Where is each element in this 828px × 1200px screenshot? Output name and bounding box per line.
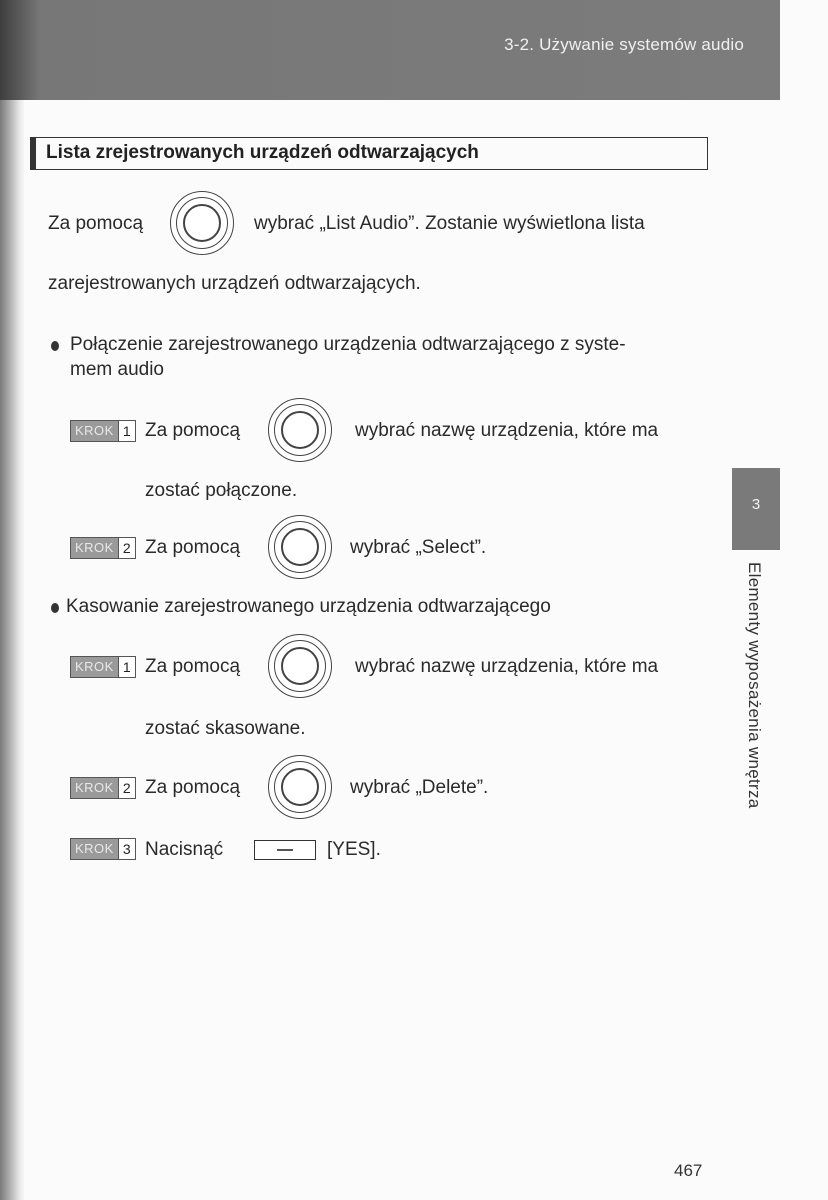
intro-text-after: wybrać „List Audio”. Zostanie wyświetlona lista [254,213,645,234]
chapter-tab-number: 3 [751,496,761,513]
step-badge [70,838,136,860]
bullet-icon [51,341,59,351]
step-badge [70,656,136,678]
step-badge-label: KROK [71,839,118,859]
step-badge [70,777,136,799]
connect-heading-line2: mem audio [70,359,164,380]
step-badge-label: KROK [71,421,118,441]
tune-knob-icon [268,398,332,462]
chapter-title: 3-2. Używanie systemów audio [504,35,744,54]
chapter-side-label: Elementy wyposażenia wnętrza [745,562,764,809]
step-text-before: Za pomocą [145,656,241,677]
step-badge-label: KROK [71,538,118,558]
intro-text-before: Za pomocą [48,213,144,234]
step-badge-number: 3 [118,839,135,859]
step-text-after: wybrać „Select”. [350,537,487,558]
step-text-after: wybrać nazwę urządzenia, które ma [355,656,659,677]
tune-knob-icon [170,191,234,255]
step-badge-number: 2 [118,538,135,558]
connect-heading-line1: Połączenie zarejestrowanego urządzenia odtwarzającego z syste- [70,334,626,355]
step-badge-number: 1 [118,657,135,677]
step-badge [70,537,136,559]
step-badge [70,420,136,442]
step-badge-number: 1 [118,421,135,441]
step-text-before: Za pomocą [145,777,241,798]
bullet-icon [51,603,59,613]
step-badge-label: KROK [71,778,118,798]
step-text-before: Za pomocą [145,537,241,558]
step-text-after: wybrać „Delete”. [350,777,489,798]
page-spine-shadow [0,0,24,1200]
step-text-before: Za pomocą [145,420,241,441]
step-text-after: wybrać nazwę urządzenia, które ma [355,420,659,441]
tune-knob-icon [268,515,332,579]
chapter-header [0,0,780,100]
section-heading-box [30,137,708,170]
step-text-continuation: zostać skasowane. [145,718,306,739]
tune-knob-icon [268,755,332,819]
dash-button-icon [254,840,316,860]
step-text-before: Nacisnąć [145,839,224,860]
tune-knob-icon [268,634,332,698]
step-text-continuation: zostać połączone. [145,480,298,501]
section-title: Lista zrejestrowanych urządzeń odtwarzających [46,142,479,163]
intro-text-line2: zarejestrowanych urządzeń odtwarzających. [48,273,421,294]
page-number: 467 [674,1161,703,1180]
step-badge-number: 2 [118,778,135,798]
delete-heading: Kasowanie zarejestrowanego urządzenia odtwarzającego [66,596,551,617]
step-text-after: [YES]. [327,839,381,860]
step-badge-label: KROK [71,657,118,677]
chapter-side-tab [732,468,780,550]
